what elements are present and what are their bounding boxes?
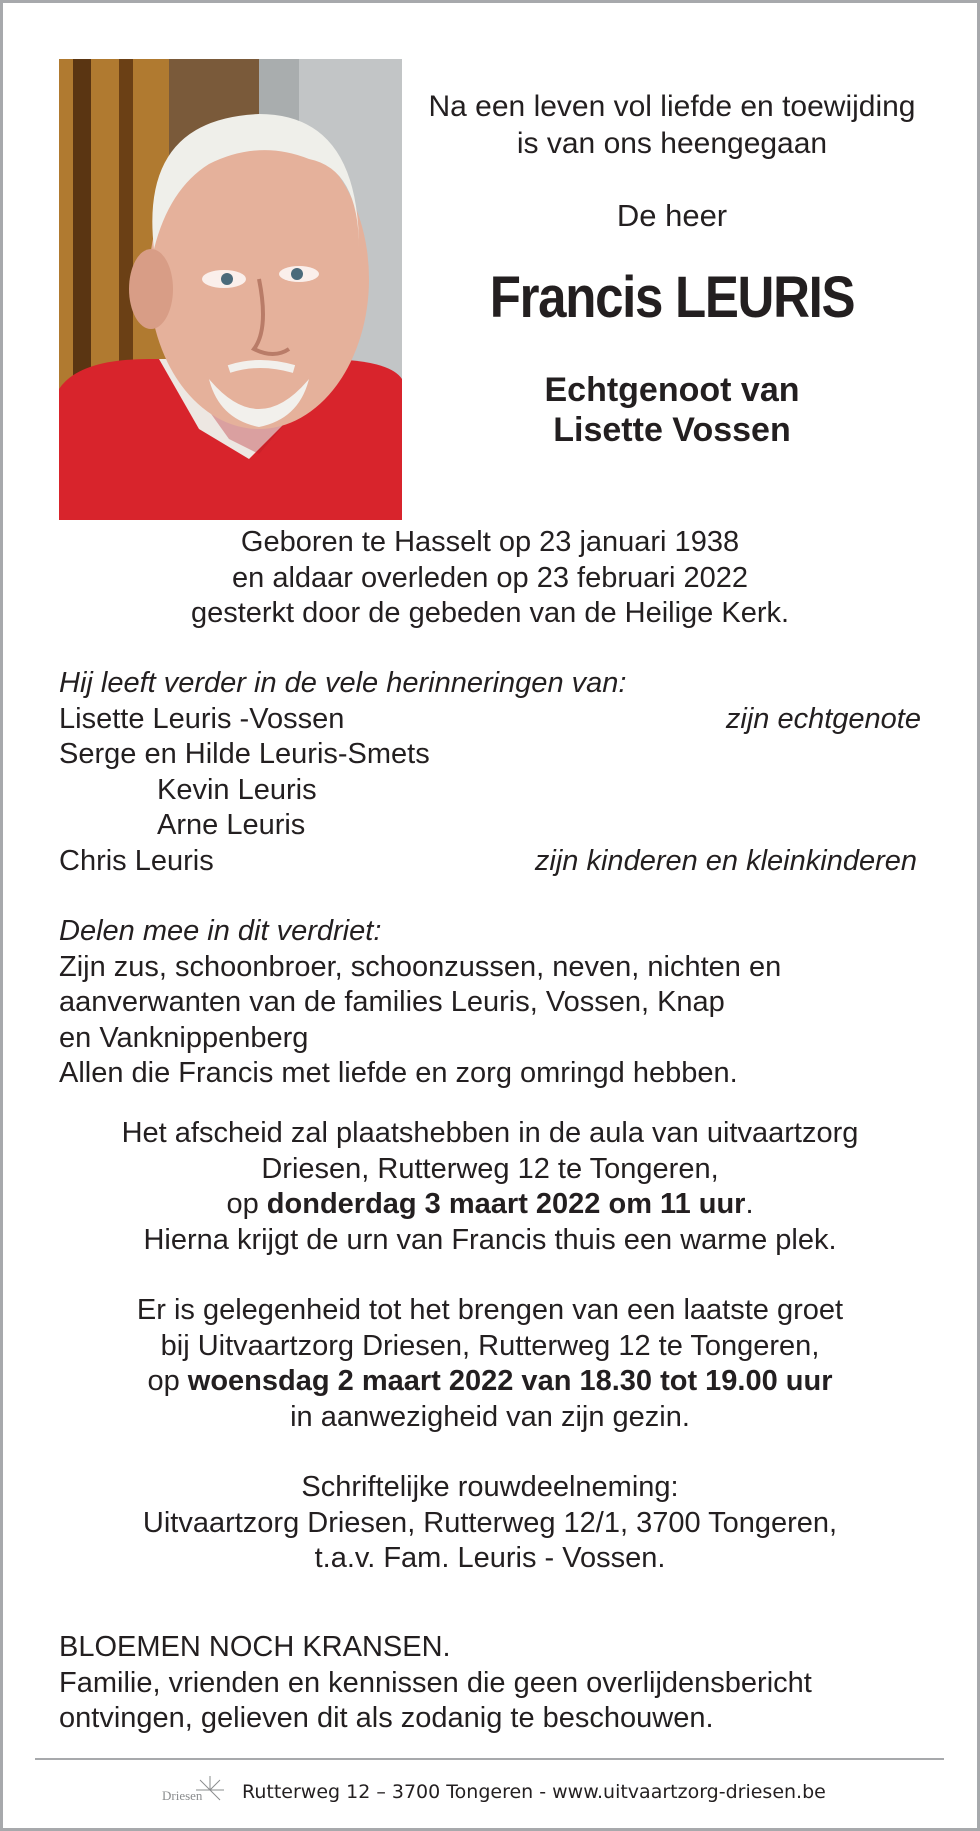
visitation-section: Er is gelegenheid tot het brengen van een laatste groet bij Uitvaartzorg Driesen, Rutterweg 12 te Tongeren, op woensdag 2 maart 2022 van 18.30 tot 19.00 uur in aanwezigheid van zijn gezin. xyxy=(0,1293,980,1435)
intro-text: Na een leven vol liefde en toewijding is van ons heengegaan xyxy=(428,90,916,160)
birth-death-info: Geboren te Hasselt op 23 januari 1938 en aldaar overleden op 23 februari 2022 gesterkt door de gebeden van de Heilige Kerk. xyxy=(190,526,790,629)
list-item: Kevin Leuris xyxy=(157,773,317,806)
condolence-section: Schriftelijke rouwdeelneming: Uitvaartzorg Driesen, Rutterweg 12/1, 3700 Tongeren, t.a.v. Fam. Leuris - Vossen. xyxy=(142,1471,838,1574)
footer xyxy=(160,1772,826,1812)
list-item: Arne Leuris xyxy=(157,809,306,841)
memories-heading: Hij leeft verder in de vele herinneringen van: xyxy=(59,667,627,699)
footer-address: Rutterweg 12 – 3700 Tongeren - www.uitvaartzorg-driesen.be xyxy=(242,1781,826,1803)
grief-section: Delen mee in dit verdriet: Zijn zus, schoonbroer, schoonzussen, neven, nichten en aanverwanten van de families Leuris, Vossen, Knap en Vanknippenberg Allen die Francis met liefde en zorg omringd hebben. xyxy=(59,914,921,1092)
footer-divider xyxy=(35,1758,944,1760)
list-item: Lisette Leuris -Vossen zijn echtgenote xyxy=(59,702,921,735)
farewell-date: op donderdag 3 maart 2022 om 11 uur. xyxy=(226,1188,754,1220)
deceased-name: Francis LEURIS xyxy=(489,265,855,330)
list-item: Serge en Hilde Leuris-Smets xyxy=(59,738,430,770)
grief-heading: Delen mee in dit verdriet: xyxy=(59,915,382,947)
portrait-photo xyxy=(59,59,402,520)
honorific: De heer xyxy=(616,198,728,233)
svg-text:Driesen: Driesen xyxy=(162,1788,203,1803)
memories-section xyxy=(59,666,921,879)
driesen-logo-icon xyxy=(160,1772,230,1812)
visitation-date: op woensdag 2 maart 2022 van 18.30 tot 19.00 uur xyxy=(147,1365,833,1397)
closing-section: BLOEMEN NOCH KRANSEN. Familie, vrienden en kennissen die geen overlijdensbericht ontvingen, gelieven dit als zodanig te beschouwen. xyxy=(59,1631,812,1734)
list-item: Chris Leuris zijn kinderen en kleinkinderen xyxy=(59,844,917,877)
spouse-text: Echtgenoot van Lisette Vossen xyxy=(544,371,800,449)
farewell-section: Het afscheid zal plaatshebben in de aula van uitvaartzorg Driesen, Rutterweg 12 te Tongeren, op donderdag 3 maart 2022 om 11 uur. Hierna krijgt de urn van Francis thuis een warme plek. xyxy=(0,1116,980,1258)
